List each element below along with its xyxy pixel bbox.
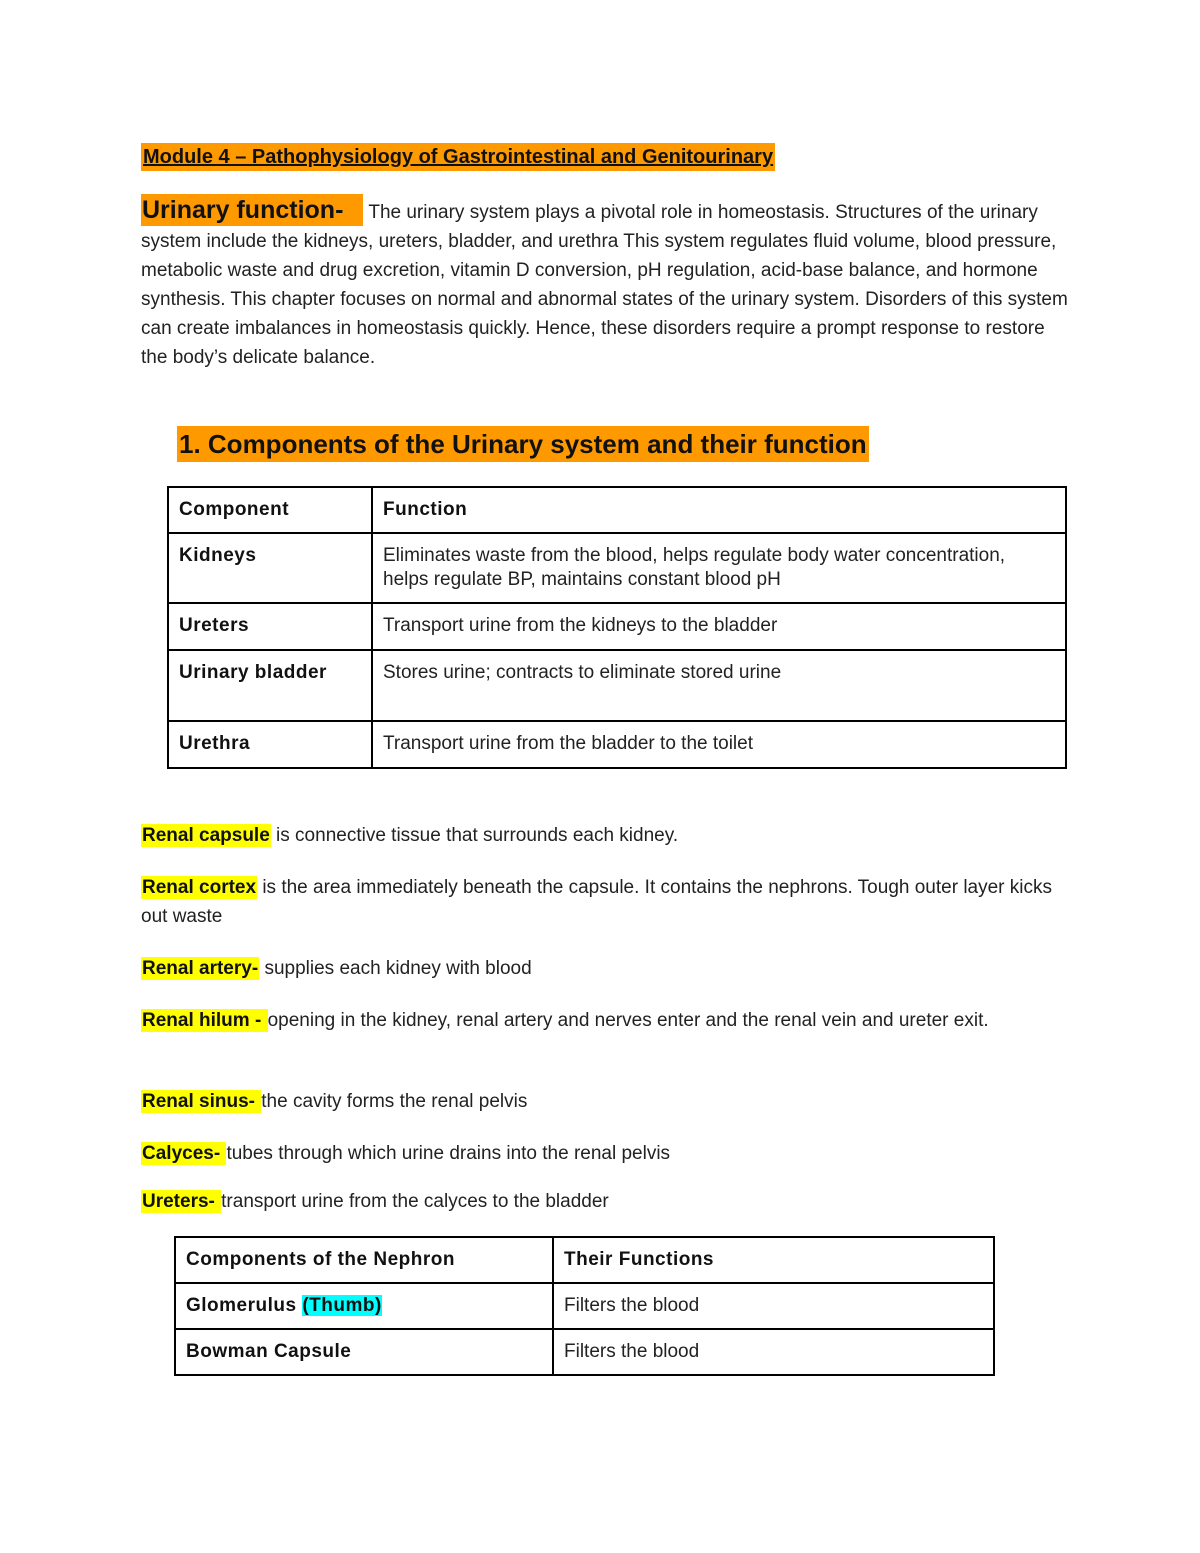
component-cell: Urethra bbox=[168, 721, 372, 768]
table-row bbox=[168, 533, 1066, 603]
components-table bbox=[167, 486, 1067, 769]
definition-term: Renal artery- bbox=[142, 958, 259, 979]
definition-term: Ureters- bbox=[142, 1191, 221, 1212]
nephron-component-name: Glomerulus bbox=[186, 1295, 303, 1316]
definition-renal-hilum bbox=[141, 1006, 1071, 1035]
definition-term: Renal capsule bbox=[142, 825, 270, 846]
table-row bbox=[175, 1329, 994, 1375]
definition-term: Renal hilum - bbox=[142, 1010, 267, 1031]
definition-term: Renal cortex bbox=[142, 877, 257, 898]
definition-text: the cavity forms the renal pelvis bbox=[261, 1091, 528, 1112]
component-cell: Kidneys bbox=[168, 533, 372, 603]
function-cell: Transport urine from the kidneys to the bladder bbox=[372, 603, 1066, 650]
function-cell: Eliminates waste from the blood, helps regulate body water concentration, helps regulate BP, maintains constant blood pH bbox=[372, 533, 1066, 603]
intro-paragraph bbox=[141, 196, 1071, 372]
component-cell: Ureters bbox=[168, 603, 372, 650]
nephron-component-note: (Thumb) bbox=[302, 1295, 382, 1316]
nephron-component-cell: Bowman Capsule bbox=[175, 1329, 553, 1375]
definition-renal-cortex bbox=[141, 873, 1071, 931]
definition-text: tubes through which urine drains into the renal pelvis bbox=[226, 1143, 671, 1164]
definition-renal-artery bbox=[141, 954, 1071, 983]
function-cell: Stores urine; contracts to eliminate stored urine bbox=[372, 650, 1066, 721]
nephron-function-cell: Filters the blood bbox=[553, 1329, 994, 1375]
table-header-row bbox=[168, 487, 1066, 533]
table-row bbox=[168, 650, 1066, 721]
nephron-function-cell: Filters the blood bbox=[553, 1283, 994, 1329]
intro-text: The urinary system plays a pivotal role in homeostasis. Structures of the urinary system include the kidneys, ureters, bladder, and urethra This system regulates fluid volume, blood pressure, metabolic waste and drug excretion, vitamin D conversion, pH regulation, acid-base balance, and hormone synthesis. This chapter focuses on normal and abnormal states of the urinary system. Disorders of this system can create imbalances in homeostasis quickly. Hence, these disorders require a prompt response to restore the body’s delicate balance. bbox=[141, 202, 1068, 368]
column-header-component: Component bbox=[168, 487, 372, 533]
table-header-row bbox=[175, 1237, 994, 1283]
section-heading-components: 1. Components of the Urinary system and their function bbox=[177, 426, 869, 462]
intro-lead-heading: Urinary function- bbox=[141, 194, 363, 226]
definition-text: is connective tissue that surrounds each kidney. bbox=[270, 825, 679, 846]
column-header-their-functions: Their Functions bbox=[553, 1237, 994, 1283]
definition-text: transport urine from the calyces to the bladder bbox=[221, 1191, 609, 1212]
definition-term: Calyces- bbox=[142, 1143, 226, 1164]
component-cell: Urinary bladder bbox=[168, 650, 372, 721]
definition-term: Renal sinus- bbox=[142, 1091, 261, 1112]
definition-renal-capsule bbox=[141, 821, 1071, 850]
nephron-component-cell bbox=[175, 1283, 553, 1329]
table-row bbox=[168, 603, 1066, 650]
definition-text: supplies each kidney with blood bbox=[259, 958, 532, 979]
definition-text: opening in the kidney, renal artery and nerves enter and the renal vein and ureter exit. bbox=[267, 1010, 989, 1031]
definition-ureters bbox=[141, 1187, 1071, 1216]
nephron-table bbox=[174, 1236, 995, 1376]
table-row bbox=[175, 1283, 994, 1329]
table-row bbox=[168, 721, 1066, 768]
definition-calyces bbox=[141, 1139, 1071, 1168]
module-title: Module 4 – Pathophysiology of Gastrointestinal and Genitourinary bbox=[141, 143, 775, 171]
column-header-nephron-component: Components of the Nephron bbox=[175, 1237, 553, 1283]
function-cell: Transport urine from the bladder to the toilet bbox=[372, 721, 1066, 768]
definition-renal-sinus bbox=[141, 1087, 1071, 1116]
definition-text: is the area immediately beneath the capsule. It contains the nephrons. Tough outer layer kicks out waste bbox=[141, 877, 1052, 927]
column-header-function: Function bbox=[372, 487, 1066, 533]
